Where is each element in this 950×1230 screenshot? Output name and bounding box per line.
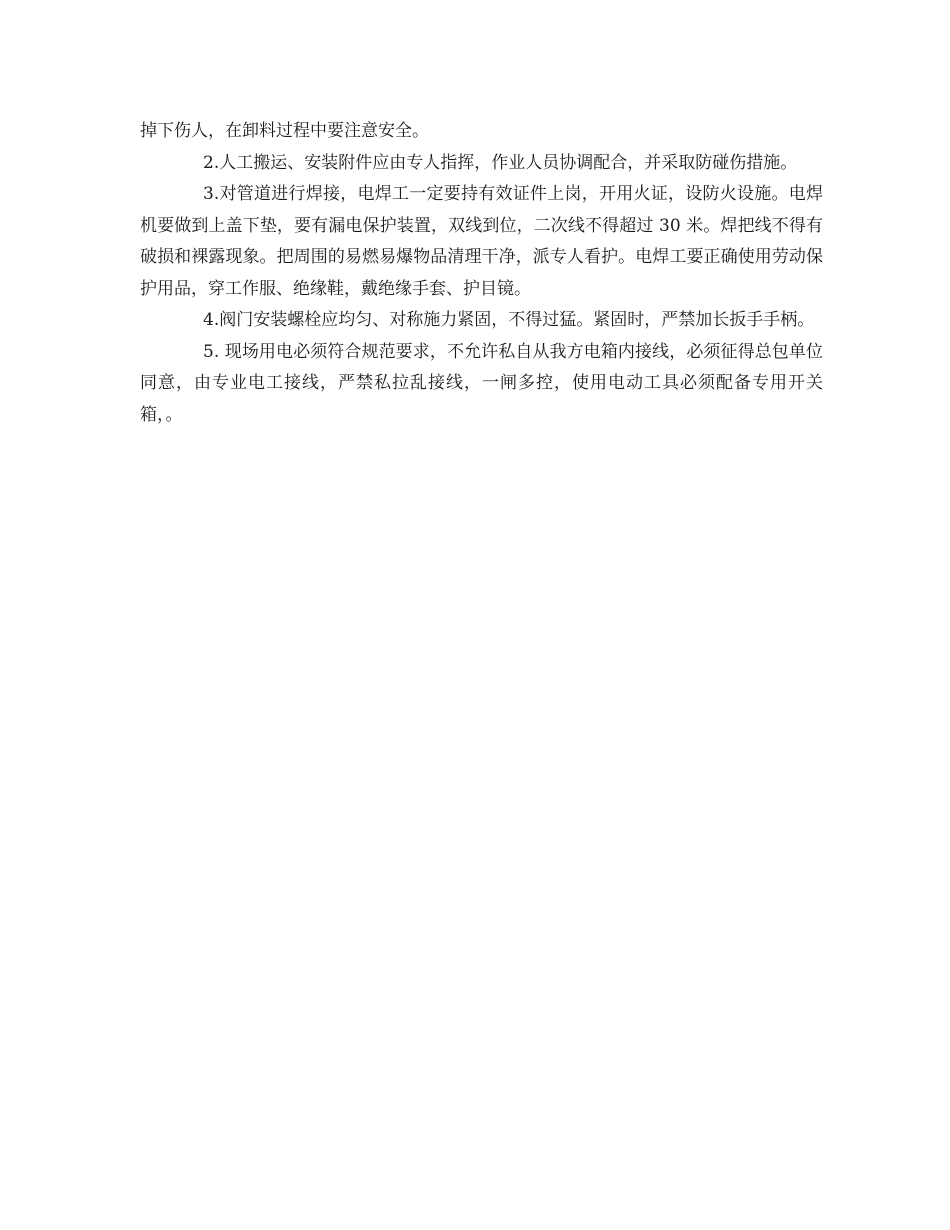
paragraph-item-4: 4.阀门安装螺栓应均匀、对称施力紧固，不得过猛。紧固时，严禁加长扳手手柄。 <box>203 310 815 330</box>
document-body <box>140 116 823 431</box>
paragraph-item-2: 2.人工搬运、安装附件应由专人指挥，作业人员协调配合，并采取防碰伤措施。 <box>203 152 798 173</box>
paragraph-item-3: 3.对管道进行焊接，电焊工一定要持有效证件上岗，开用火证，设防火设施。电焊机要做到上盖下垫，要有漏电保护装置，双线到位，二次线不得超过 30 米。焊把线不得有破损和裸露现象。把周围的易燃易爆物品清理干净，派专人看护。电焊工要正确使用劳动保护用品，穿工作服、绝缘鞋，戴绝缘手套、护目镜。 <box>140 184 823 299</box>
paragraph-continuation: 掉下伤人，在卸料过程中要注意安全。 <box>140 121 429 141</box>
paragraph-item-5: 5. 现场用电必须符合规范要求，不允许私自从我方电箱内接线，必须征得总包单位同意，由专业电工接线，严禁私拉乱接线，一闸多控，使用电动工具必须配备专用开关箱，。 <box>140 341 823 425</box>
